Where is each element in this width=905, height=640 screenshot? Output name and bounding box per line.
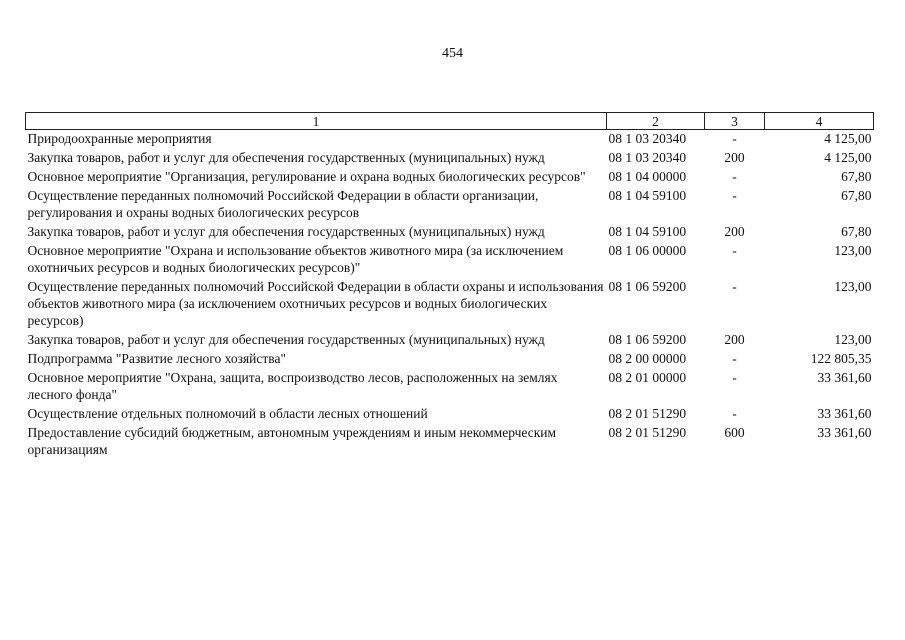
header-col-4: 4	[765, 113, 874, 130]
table-row	[26, 223, 874, 242]
row-type: -	[732, 243, 737, 258]
row-name: Основное мероприятие "Охрана и использование объектов животного мира (за исключением охотничьих ресурсов и водных биологических ресурсов)"	[27, 243, 564, 275]
row-sum: 33 361,60	[817, 425, 872, 440]
row-type: -	[732, 188, 737, 203]
header-col-1: 1	[26, 113, 607, 130]
row-code: 08 1 03 20340	[608, 131, 687, 146]
row-sum: 4 125,00	[824, 131, 872, 146]
row-sum: 123,00	[834, 332, 872, 347]
row-sum: 4 125,00	[824, 150, 872, 165]
row-type: 200	[724, 332, 745, 347]
row-sum: 123,00	[834, 279, 872, 294]
row-code: 08 1 06 59200	[608, 332, 687, 347]
row-sum: 67,80	[841, 169, 872, 184]
row-name: Подпрограмма "Развитие лесного хозяйства"	[27, 351, 286, 366]
row-name: Осуществление переданных полномочий Российской Федерации в области организации, регулирования и охраны водных биологических ресурсов	[27, 188, 539, 220]
table-row	[26, 424, 874, 460]
row-type: 600	[724, 425, 745, 440]
row-name: Закупка товаров, работ и услуг для обеспечения государственных (муниципальных) нужд	[27, 224, 545, 239]
row-sum: 123,00	[834, 243, 872, 258]
table-row	[26, 369, 874, 405]
row-code: 08 1 04 59100	[608, 188, 687, 203]
row-code: 08 2 00 00000	[608, 351, 687, 366]
table-row	[26, 278, 874, 331]
table-body	[26, 130, 874, 461]
row-type: -	[732, 370, 737, 385]
budget-table	[25, 112, 874, 460]
row-type: 200	[724, 150, 745, 165]
row-code: 08 2 01 00000	[608, 370, 687, 385]
table-row	[26, 350, 874, 369]
header-col-3: 3	[705, 113, 765, 130]
table-row	[26, 331, 874, 350]
row-type: -	[732, 351, 737, 366]
row-code: 08 1 03 20340	[608, 150, 687, 165]
row-type: -	[732, 169, 737, 184]
table-row	[26, 149, 874, 168]
row-name: Осуществление отдельных полномочий в области лесных отношений	[27, 406, 428, 421]
row-sum: 67,80	[841, 224, 872, 239]
page-number: 454	[442, 46, 463, 61]
table-row	[26, 405, 874, 424]
row-name: Природоохранные мероприятия	[27, 131, 212, 146]
row-sum: 33 361,60	[817, 406, 872, 421]
row-type: -	[732, 406, 737, 421]
row-name: Предоставление субсидий бюджетным, автономным учреждениям и иным некоммерческим организациям	[27, 425, 557, 457]
table-row	[26, 187, 874, 223]
row-type: -	[732, 279, 737, 294]
table-row	[26, 242, 874, 278]
row-name: Закупка товаров, работ и услуг для обеспечения государственных (муниципальных) нужд	[27, 332, 545, 347]
header-col-2: 2	[607, 113, 705, 130]
row-name: Осуществление переданных полномочий Российской Федерации в области охраны и использования объектов животного мира (за исключением охотничьих ресурсов и водных биологических ресурсов)	[27, 279, 604, 328]
row-code: 08 1 06 00000	[608, 243, 687, 258]
row-code: 08 1 04 59100	[608, 224, 687, 239]
table-row	[26, 168, 874, 187]
row-type: 200	[724, 224, 745, 239]
row-name: Основное мероприятие "Охрана, защита, воспроизводство лесов, расположенных на землях лесного фонда"	[27, 370, 558, 402]
row-sum: 122 805,35	[810, 351, 872, 366]
row-code: 08 2 01 51290	[608, 425, 687, 440]
row-code: 08 1 06 59200	[608, 279, 687, 294]
table-row	[26, 130, 874, 150]
row-name: Основное мероприятие "Организация, регулирование и охрана водных биологических ресурсов"	[27, 169, 586, 184]
table-header	[26, 113, 874, 130]
row-code: 08 1 04 00000	[608, 169, 687, 184]
row-type: -	[732, 131, 737, 146]
row-code: 08 2 01 51290	[608, 406, 687, 421]
row-name: Закупка товаров, работ и услуг для обеспечения государственных (муниципальных) нужд	[27, 150, 545, 165]
row-sum: 33 361,60	[817, 370, 872, 385]
row-sum: 67,80	[841, 188, 872, 203]
